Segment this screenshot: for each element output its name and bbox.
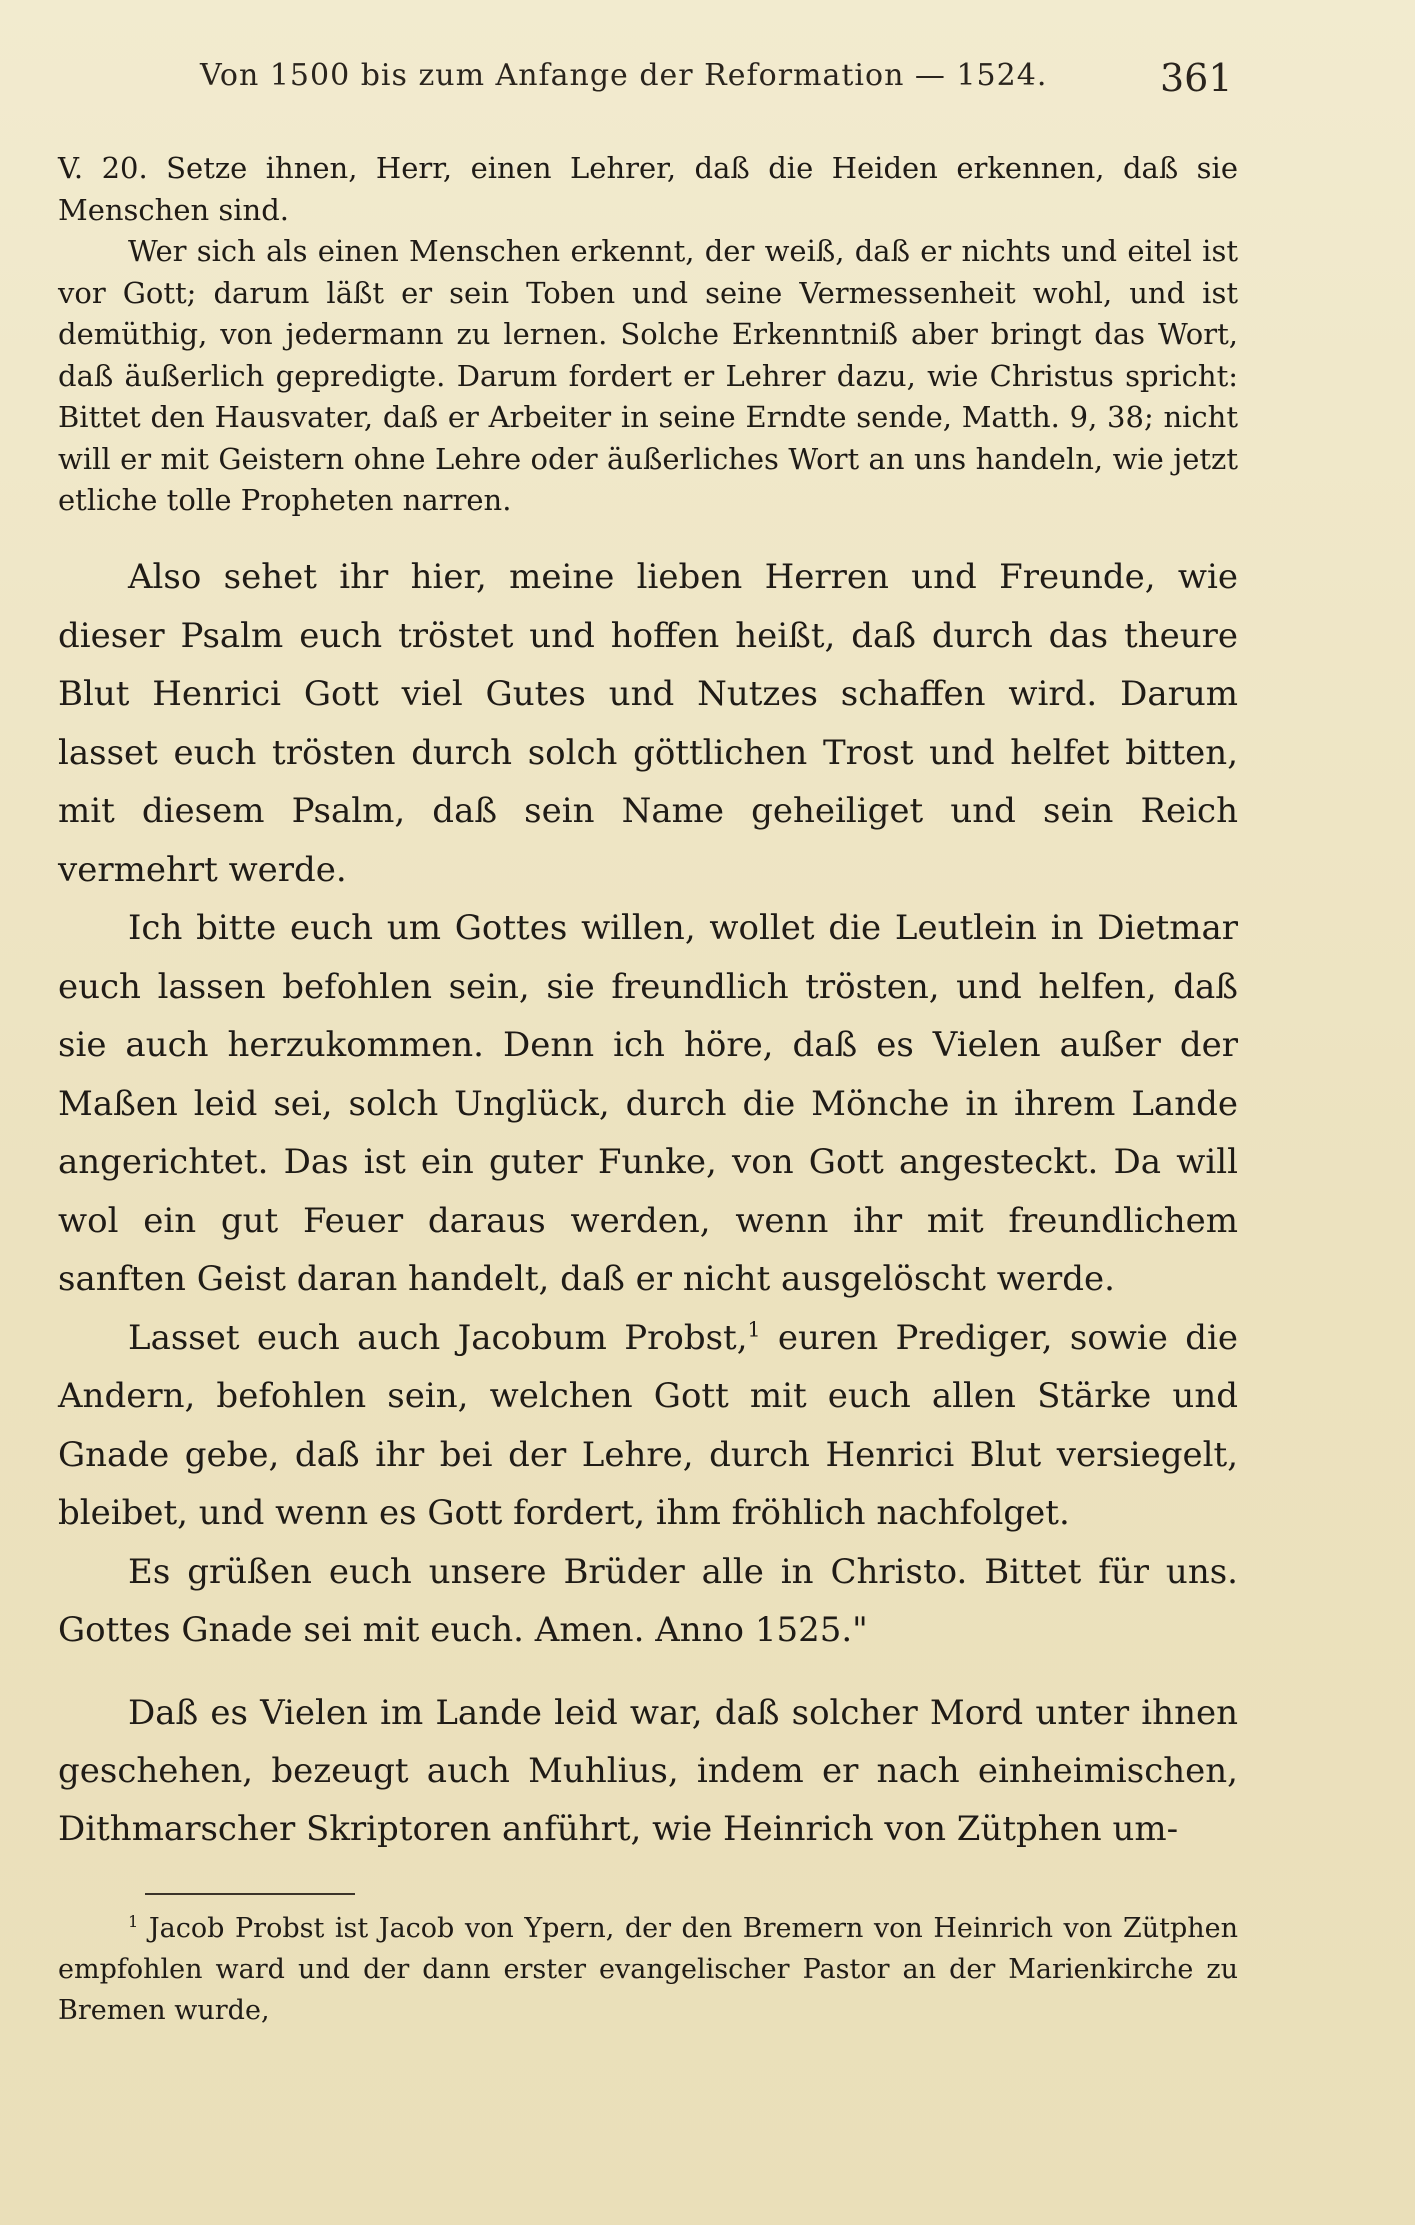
verse-commentary: Wer sich als einen Menschen erkennt, der weiß, daß er nichts und eitel ist vor Gott; darum läßt er sein Toben und seine Vermessenheit wohl, und ist demüthig, von jedermann zu lernen. Solche Erkenntniß aber bringt das Wort, daß äußerlich gepredigte. Darum fordert er Lehrer dazu, wie Christus spricht: Bittet den Hausvater, daß er Arbeiter in seine Erndte sende, Matth. 9, 38; nicht will er mit Geistern ohne Lehre oder äußerliches Wort an uns handeln, wie jetzt etliche tolle Propheten narren. — [58, 234, 1238, 517]
closing-paragraph: Daß es Vielen im Lande leid war, daß solcher Mord unter ihnen geschehen, bezeugt auch Muhlius, indem er nach einheimischen, Dithmarscher Skriptoren anführt, wie Heinrich von Zütphen um- — [58, 1693, 1238, 1849]
letter-paragraph-2: Ich bitte euch um Gottes willen, wollet die Leutlein in Dietmar euch lassen befohlen sein, sie freundlich trösten, und helfen, daß sie auch herzukommen. Denn ich höre, daß es Vielen außer der Maßen leid sei, solch Unglück, durch die Mönche in ihrem Lande angerichtet. Das ist ein guter Funke, von Gott angesteckt. Da will wol ein gut Feuer daraus werden, wenn ihr mit freundlichem sanften Geist daran handelt, daß er nicht ausgelöscht werde. — [58, 908, 1238, 1299]
letter-paragraph-3 — [58, 1309, 1238, 1543]
paragraph-3-text-before-note: Lasset euch auch Jacobum Probst, — [128, 1317, 748, 1358]
narrative-continuation — [58, 1684, 1238, 1858]
letter-body — [58, 548, 1238, 1660]
paragraph-3-text-after-note: euren Prediger, sowie die Andern, befohlen sein, welchen Gott mit euch allen Stärke und Gnade gebe, daß ihr bei der Lehre, durch Henrici Blut versiegelt, bleibet, und wenn es Gott fordert, ihm fröhlich nachfolget. — [58, 1317, 1238, 1533]
footnote-section — [58, 1908, 1238, 2031]
footnote-entry — [58, 1908, 1238, 2031]
footnote-reference: 1 — [747, 1317, 761, 1342]
psalm-verse: V. 20. Setze ihnen, Herr, einen Lehrer, daß die Heiden erkennen, daß sie Menschen sind. — [58, 151, 1238, 227]
page-number: 361 — [1160, 56, 1233, 100]
footnote-divider — [145, 1893, 355, 1895]
running-header: Von 1500 bis zum Anfange der Reformation — 1524. — [200, 58, 1048, 93]
footnote-marker: 1 — [128, 1912, 139, 1931]
footnote-text: Jacob Probst ist Jacob von Ypern, der den Bremern von Heinrich von Zütphen empfohlen ward und der dann erster evangelischer Pastor an der Marienkirche zu Bremen wurde, — [58, 1913, 1238, 2026]
psalm-verse-section — [58, 148, 1238, 522]
letter-paragraph-4: Es grüßen euch unsere Brüder alle in Christo. Bittet für uns. Gottes Gnade sei mit euch. Amen. Anno 1525." — [58, 1551, 1238, 1650]
letter-paragraph-1: Also sehet ihr hier, meine lieben Herren und Freunde, wie dieser Psalm euch tröstet und hoffen heißt, daß durch das theure Blut Henrici Gott viel Gutes und Nutzes schaffen wird. Darum lasset euch trösten durch solch göttlichen Trost und helfet bitten, mit diesem Psalm, daß sein Name geheiliget und sein Reich vermehrt werde. — [58, 557, 1238, 890]
